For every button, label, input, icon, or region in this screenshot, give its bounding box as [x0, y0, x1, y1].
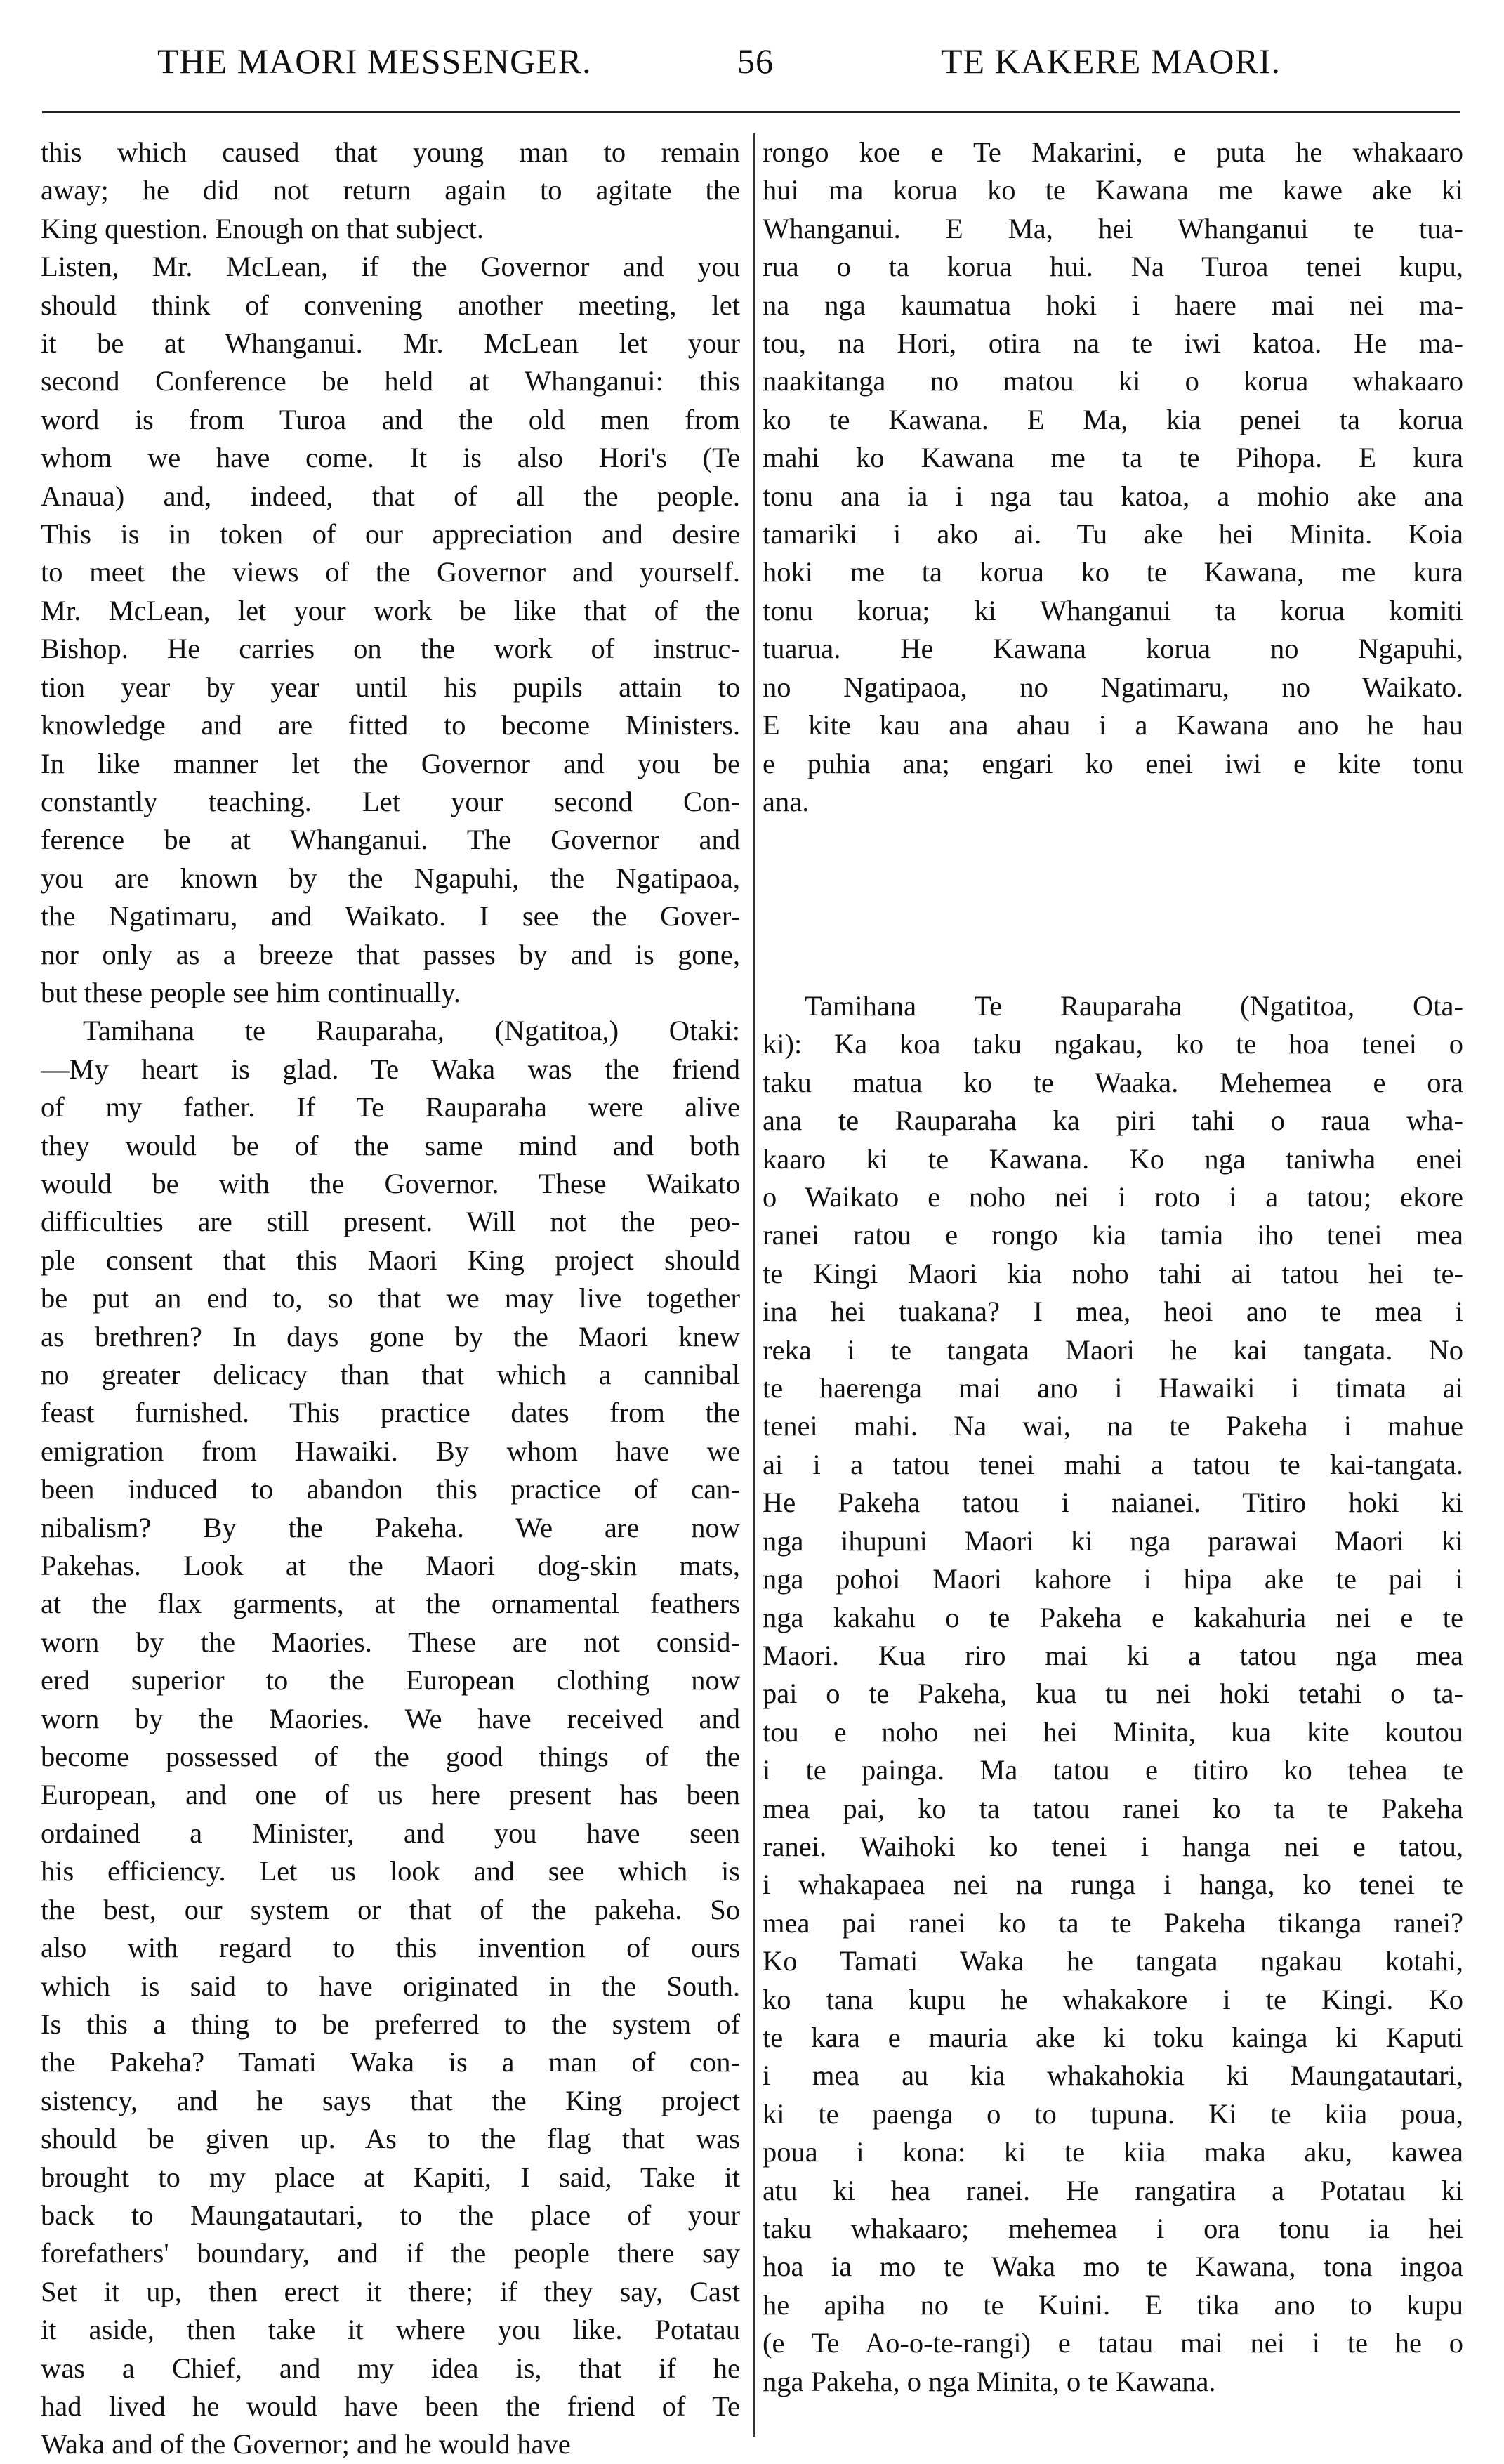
english-text-line: feast furnished. This practice dates from the	[41, 1397, 740, 1429]
maori-text-line: ranei. Waihoki ko tenei i hanga nei e tatou,	[763, 1830, 1463, 1862]
english-text-line: the Ngatimaru, and Waikato. I see the Gover-	[41, 900, 740, 933]
maori-text-line: ana.	[763, 785, 810, 817]
maori-text-line: no Ngatipaoa, no Ngatimaru, no Waikato.	[763, 671, 1463, 703]
maori-text-line: ana te Rauparaha ka piri tahi o raua wha-	[763, 1105, 1463, 1137]
maori-text-line: Whanganui. E Ma, hei Whanganui te tua-	[763, 212, 1463, 244]
english-text-line: King question. Enough on that subject.	[41, 212, 484, 244]
english-text-line: European, and one of us here present has been	[41, 1779, 740, 1811]
english-text-line: been induced to abandon this practice of can-	[41, 1473, 740, 1506]
english-text-line: Mr. McLean, let your work be like that of the	[41, 594, 740, 626]
english-text-line: be put an end to, so that we may live together	[41, 1282, 740, 1315]
maori-text-line: tonu ana ia i nga tau katoa, a mohio ake ana	[763, 480, 1463, 512]
header-right-title: TE KAKERE MAORI.	[941, 41, 1281, 81]
maori-text-line: e puhia ana; engari ko enei iwi e kite tonu	[763, 747, 1463, 779]
maori-text-line: mea pai ranei ko ta te Pakeha tikanga ranei?	[763, 1906, 1463, 1939]
maori-text-line: naakitanga no matou ki o korua whakaaro	[763, 365, 1463, 397]
header-left-title: THE MAORI MESSENGER.	[157, 41, 592, 81]
maori-text-line: tonu korua; ki Whanganui ta korua komiti	[763, 594, 1463, 626]
english-text-line: it aside, then take it where you like. Potatau	[41, 2314, 740, 2346]
maori-text-line: tuarua. He Kawana korua no Ngapuhi,	[763, 633, 1463, 665]
maori-text-line: tamariki i ako ai. Tu ake hei Minita. Koia	[763, 518, 1463, 551]
english-text-line: nibalism? By the Pakeha. We are now	[41, 1511, 740, 1543]
maori-text-line: mea pai, ko ta tatou ranei ko ta te Pakeha	[763, 1792, 1463, 1824]
english-text-line: tion year by year until his pupils attain to	[41, 671, 740, 703]
maori-text-line: Ko Tamati Waka he tangata ngakau kotahi,	[763, 1945, 1463, 1977]
maori-text-line: i whakapaea nei na runga i hanga, ko tenei te	[763, 1869, 1463, 1901]
english-text-line: this which caused that young man to remain	[41, 136, 740, 168]
english-text-line: ered superior to the European clothing now	[41, 1664, 740, 1697]
maori-text-line: na nga kaumatua hoki i haere mai nei ma-	[763, 289, 1463, 321]
english-text-line: they would be of the same mind and both	[41, 1129, 740, 1161]
english-text-line: forefathers' boundary, and if the people there say	[41, 2237, 740, 2269]
english-text-line: the Pakeha? Tamati Waka is a man of con-	[41, 2046, 740, 2078]
maori-text-line: te kara e mauria ake ki toku kainga ki Kaputi	[763, 2021, 1463, 2053]
english-text-line: at the flax garments, at the ornamental feathers	[41, 1588, 740, 1620]
english-text-line: Tamihana te Rauparaha, (Ngatitoa,) Otaki:	[83, 1015, 740, 1047]
maori-text-line: (e Te Ao-o-te-rangi) e tatau mai nei i te he o	[763, 2327, 1463, 2359]
english-text-line: Set it up, then erect it there; if they say, Cast	[41, 2275, 740, 2307]
maori-text-line: ko te Kawana. E Ma, kia penei ta korua	[763, 403, 1463, 435]
maori-text-line: nga pohoi Maori kahore i hipa ake te pai i	[763, 1563, 1463, 1595]
english-text-line: constantly teaching. Let your second Con-	[41, 785, 740, 817]
english-text-line: should be given up. As to the flag that was	[41, 2123, 740, 2155]
maori-text-line: E kite kau ana ahau i a Kawana ano he hau	[763, 709, 1463, 742]
english-text-line: worn by the Maories. We have received and	[41, 1702, 740, 1734]
english-text-line: word is from Turoa and the old men from	[41, 403, 740, 435]
maori-text-line: He Pakeha tatou i naianei. Titiro hoki ki	[763, 1487, 1463, 1519]
english-text-line: would be with the Governor. These Waikato	[41, 1167, 740, 1199]
maori-text-line: Maori. Kua riro mai ki a tatou nga mea	[763, 1639, 1463, 1671]
maori-text-line: reka i te tangata Maori he kai tangata. No	[763, 1333, 1463, 1366]
english-text-line: —My heart is glad. Te Waka was the friend	[41, 1053, 740, 1085]
maori-text-line: ai i a tatou tenei mahi a tatou te kai-tangata.	[763, 1448, 1463, 1480]
maori-text-line: i te painga. Ma tatou e titiro ko tehea te	[763, 1754, 1463, 1786]
maori-text-line: hui ma korua ko te Kawana me kawe ake ki	[763, 174, 1463, 206]
english-text-line: also with regard to this invention of ours	[41, 1932, 740, 1964]
maori-text-line: tenei mahi. Na wai, na te Pakeha i mahue	[763, 1410, 1463, 1442]
maori-text-line: tou e noho nei hei Minita, kua kite koutou	[763, 1715, 1463, 1748]
maori-text-line: rua o ta korua hui. Na Turoa tenei kupu,	[763, 251, 1463, 283]
english-text-line: Anaua) and, indeed, that of all the people.	[41, 480, 740, 512]
maori-text-line: te Kingi Maori kia noho tahi ai tatou hei te-	[763, 1257, 1463, 1289]
maori-text-line: o Waikato e noho nei i roto i a tatou; ekore	[763, 1181, 1463, 1213]
maori-text-line: nga Pakeha, o nga Minita, o te Kawana.	[763, 2365, 1216, 2397]
english-text-line: back to Maungatautari, to the place of your	[41, 2199, 740, 2231]
page-number: 56	[737, 41, 774, 81]
maori-text-line: ki te paenga o to tupuna. Ki te kiia poua,	[763, 2097, 1463, 2130]
english-text-line: had lived he would have been the friend of Te	[41, 2390, 740, 2422]
header-rule	[42, 111, 1460, 113]
maori-text-line: hoa ia mo te Waka mo te Kawana, tona ingoa	[763, 2251, 1463, 2283]
english-text-line: ference be at Whanganui. The Governor and	[41, 824, 740, 856]
maori-column-part-1	[763, 133, 1463, 821]
english-text-line: sistency, and he says that the King project	[41, 2084, 740, 2116]
english-text-line: of my father. If Te Rauparaha were alive	[41, 1091, 740, 1124]
maori-text-line: poua i kona: ki te kiia maka aku, kawea	[763, 2136, 1463, 2168]
english-text-line: but these people see him continually.	[41, 976, 461, 1008]
maori-text-line: te haerenga mai ano i Hawaiki i timata ai	[763, 1372, 1463, 1404]
maori-text-line: nga ihupuni Maori ki nga parawai Maori ki	[763, 1524, 1463, 1557]
english-text-line: Bishop. He carries on the work of instruc-	[41, 633, 740, 665]
english-text-line: no greater delicacy than that which a cannibal	[41, 1359, 740, 1390]
maori-text-line: ranei ratou e rongo kia tamia iho tenei mea	[763, 1219, 1463, 1251]
english-text-line: ple consent that this Maori King project should	[41, 1244, 740, 1276]
english-text-line: whom we have come. It is also Hori's (Te	[41, 442, 740, 474]
english-text-line: you are known by the Ngapuhi, the Ngatipaoa,	[41, 862, 740, 894]
english-text-line: to meet the views of the Governor and yourself.	[41, 556, 740, 588]
english-text-line: knowledge and are fitted to become Ministers.	[41, 709, 740, 742]
maori-text-line: ki): Ka koa taku ngakau, ko te hoa tenei o	[763, 1028, 1463, 1060]
english-text-line: difficulties are still present. Will not the peo-	[41, 1206, 740, 1238]
maori-text-line: taku matua ko te Waaka. Mehemea e ora	[763, 1066, 1463, 1098]
english-text-line: which is said to have originated in the South.	[41, 1970, 740, 2002]
english-text-line: ordained a Minister, and you have seen	[41, 1817, 740, 1849]
maori-text-line: Tamihana Te Rauparaha (Ngatitoa, Ota-	[805, 990, 1463, 1022]
english-text-line: emigration from Hawaiki. By whom have we	[41, 1435, 740, 1467]
english-text-line: away; he did not return again to agitate the	[41, 174, 740, 206]
column-divider	[753, 133, 755, 2437]
english-text-line: the best, our system or that of the pakeha. So	[41, 1893, 740, 1925]
maori-text-line: pai o te Pakeha, kua tu nei hoki tetahi o ta-	[763, 1678, 1463, 1710]
english-text-line: as brethren? In days gone by the Maori knew	[41, 1320, 740, 1352]
maori-text-line: mahi ko Kawana me ta te Pihopa. E kura	[763, 442, 1463, 474]
maori-text-line: he apiha no te Kuini. E tika ano to kupu	[763, 2288, 1463, 2321]
english-column	[41, 133, 740, 2464]
english-text-line: brought to my place at Kapiti, I said, Take it	[41, 2161, 740, 2193]
english-text-line: should think of convening another meeting, let	[41, 289, 740, 321]
english-text-line: his efficiency. Let us look and see which is	[41, 1855, 740, 1887]
english-text-line: This is in token of our appreciation and desire	[41, 518, 740, 551]
maori-text-line: rongo koe e Te Makarini, e puta he whakaaro	[763, 136, 1463, 168]
maori-text-line: hoki me ta korua ko te Kawana, me kura	[763, 556, 1463, 588]
maori-text-line: taku whakaaro; mehemea i ora tonu ia hei	[763, 2213, 1463, 2244]
maori-text-line: nga kakahu o te Pakeha e kakahuria nei e te	[763, 1601, 1463, 1633]
english-text-line: In like manner let the Governor and you be	[41, 747, 740, 779]
maori-text-line: atu ki hea ranei. He rangatira a Potatau ki	[763, 2174, 1463, 2206]
english-text-line: Listen, Mr. McLean, if the Governor and you	[41, 251, 740, 283]
english-text-line: become possessed of the good things of the	[41, 1741, 740, 1773]
maori-text-line: i mea au kia whakahokia ki Maungatautari,	[763, 2060, 1463, 2092]
maori-text-line: ko tana kupu he whakakore i te Kingi. Ko	[763, 1983, 1463, 2015]
english-text-line: was a Chief, and my idea is, that if he	[41, 2352, 740, 2384]
maori-text-line: tou, na Hori, otira na te iwi katoa. He ma-	[763, 327, 1463, 360]
maori-text-line: kaaro ki te Kawana. Ko nga taniwha enei	[763, 1142, 1463, 1175]
maori-column-part-2	[763, 987, 1463, 2401]
english-text-line: Pakehas. Look at the Maori dog-skin mats,	[41, 1550, 740, 1582]
english-text-line: second Conference be held at Whanganui: this	[41, 365, 740, 397]
english-text-line: it be at Whanganui. Mr. McLean let your	[41, 327, 740, 360]
english-text-line: Is this a thing to be preferred to the system of	[41, 2008, 740, 2040]
english-text-line: Waka and of the Governor; and he would have	[41, 2428, 571, 2460]
english-text-line: nor only as a breeze that passes by and is gone,	[41, 938, 740, 970]
english-text-line: worn by the Maories. These are not consid-	[41, 1626, 740, 1658]
maori-text-line: ina hei tuakana? I mea, heoi ano te mea i	[763, 1296, 1463, 1328]
